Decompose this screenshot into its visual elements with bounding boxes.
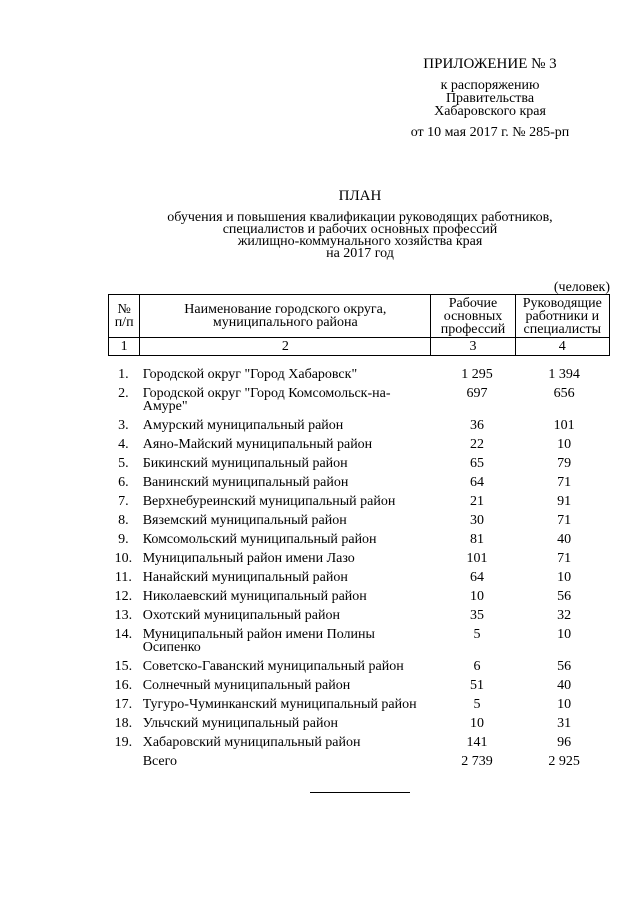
- row-name: Городской округ "Город Комсомольск-на-Амуре": [142, 386, 391, 414]
- row-number: 9.: [118, 532, 129, 547]
- table-row: [108, 533, 610, 552]
- row-workers: 36: [470, 418, 485, 433]
- table-row: [108, 590, 610, 609]
- row-number: [108, 755, 139, 774]
- row-number: 13.: [114, 608, 133, 623]
- header-index-4: 4: [515, 338, 609, 356]
- header-index-1: 1: [109, 338, 140, 356]
- row-name: Муниципальный район имени Полины Осипенко: [142, 627, 375, 655]
- row-workers: 101: [466, 551, 488, 566]
- row-number: 1.: [118, 367, 129, 382]
- appendix-date: от 10 мая 2017 г. № 285-рп: [410, 125, 570, 140]
- row-workers: 6: [473, 659, 481, 674]
- row-managers: 71: [557, 513, 572, 528]
- row-managers: 96: [557, 735, 572, 750]
- row-workers: 81: [470, 532, 485, 547]
- row-number: 14.: [114, 627, 133, 642]
- table-row: [108, 571, 610, 590]
- row-number: 10.: [114, 551, 133, 566]
- row-name: Ульчский муниципальный район: [142, 716, 338, 731]
- row-number: 18.: [114, 716, 133, 731]
- row-name: Охотский муниципальный район: [142, 608, 341, 623]
- table-row: [108, 679, 610, 698]
- table-row: [108, 419, 610, 438]
- appendix-block: [380, 58, 600, 139]
- row-managers: 40: [557, 532, 572, 547]
- row-name: Всего: [142, 754, 178, 769]
- appendix-line-2: Правительства: [445, 91, 535, 106]
- row-managers: 71: [557, 551, 572, 566]
- table-body: [108, 368, 610, 774]
- row-managers: 56: [557, 659, 572, 674]
- table-row: [108, 736, 610, 755]
- row-workers: 2 739: [461, 754, 493, 769]
- row-workers: 51: [470, 678, 485, 693]
- row-workers: 5: [473, 627, 481, 642]
- row-number: 4.: [118, 437, 129, 452]
- table-row: [108, 387, 610, 419]
- appendix-line-3: Хабаровского края: [434, 104, 546, 119]
- row-workers: 64: [470, 570, 485, 585]
- row-name: Тугуро-Чуминканский муниципальный район: [142, 697, 417, 712]
- row-managers: 1 394: [548, 367, 580, 382]
- table-row: [108, 495, 610, 514]
- appendix-title: ПРИЛОЖЕНИЕ № 3: [423, 56, 557, 72]
- row-managers: 56: [557, 589, 572, 604]
- table-row: [108, 717, 610, 736]
- row-workers: 21: [470, 494, 485, 509]
- table-row: [108, 698, 610, 717]
- table-row: [108, 552, 610, 571]
- plan-heading: [110, 190, 610, 260]
- row-managers: 2 925: [548, 754, 580, 769]
- table-row: [108, 476, 610, 495]
- row-name: Советско-Гаванский муниципальный район: [142, 659, 404, 674]
- row-workers: 1 295: [461, 367, 493, 382]
- row-workers: 65: [470, 456, 485, 471]
- row-managers: 10: [557, 570, 572, 585]
- table-row: [108, 755, 610, 774]
- row-number: 16.: [114, 678, 133, 693]
- row-number: 5.: [118, 456, 129, 471]
- row-number: 3.: [118, 418, 129, 433]
- row-name: Амурский муниципальный район: [142, 418, 344, 433]
- row-name: Комсомольский муниципальный район: [142, 532, 377, 547]
- row-name: Солнечный муниципальный район: [142, 678, 351, 693]
- row-managers: 32: [557, 608, 572, 623]
- row-managers: 10: [557, 437, 572, 452]
- row-workers: 22: [470, 437, 485, 452]
- table-row: [108, 368, 610, 387]
- row-workers: 64: [470, 475, 485, 490]
- row-workers: 30: [470, 513, 485, 528]
- row-workers: 35: [470, 608, 485, 623]
- row-workers: 10: [470, 716, 485, 731]
- row-managers: 10: [557, 697, 572, 712]
- appendix-line-1: к распоряжению: [440, 78, 540, 93]
- plan-line-3: жилищно-коммунального хозяйства края: [237, 234, 483, 249]
- header-index-2: 2: [140, 338, 431, 356]
- unit-label: (человек): [553, 280, 610, 295]
- row-number: 19.: [114, 735, 133, 750]
- row-number: 12.: [114, 589, 133, 604]
- footer-divider: [310, 792, 410, 793]
- row-name: Муниципальный район имени Лазо: [142, 551, 355, 566]
- row-managers: 79: [557, 456, 572, 471]
- row-managers: 31: [557, 716, 572, 731]
- row-name: Хабаровский муниципальный район: [142, 735, 361, 750]
- row-workers: 5: [473, 697, 481, 712]
- table-row: [108, 609, 610, 628]
- table-header: [108, 294, 610, 356]
- header-managers: Руководящие работники и специалисты: [515, 295, 609, 338]
- row-workers: 141: [466, 735, 488, 750]
- row-managers: 101: [553, 418, 575, 433]
- table-row: [108, 514, 610, 533]
- plan-line-2: специалистов и рабочих основных профессий: [222, 222, 498, 237]
- table-row: [108, 438, 610, 457]
- row-number: 8.: [118, 513, 129, 528]
- row-number: 7.: [118, 494, 129, 509]
- header-workers: Рабочие основных профессий: [431, 295, 515, 338]
- row-managers: 10: [557, 627, 572, 642]
- row-name: Нанайский муниципальный район: [142, 570, 348, 585]
- row-name: Верхнебуреинский муниципальный район: [142, 494, 396, 509]
- row-managers: 656: [553, 386, 575, 401]
- plan-line-1: обучения и повышения квалификации руководящих работников,: [167, 210, 553, 225]
- table-row: [108, 660, 610, 679]
- row-managers: 91: [557, 494, 572, 509]
- row-workers: 697: [466, 386, 488, 401]
- row-number: 11.: [114, 570, 132, 585]
- header-index-3: 3: [431, 338, 515, 356]
- row-managers: 40: [557, 678, 572, 693]
- table-row: [108, 457, 610, 476]
- plan-line-4: на 2017 год: [326, 246, 394, 261]
- row-workers: 10: [470, 589, 485, 604]
- row-name: Городской округ "Город Хабаровск": [142, 367, 358, 382]
- plan-title: ПЛАН: [338, 188, 382, 204]
- row-name: Бикинский муниципальный район: [142, 456, 348, 471]
- row-managers: 71: [557, 475, 572, 490]
- row-number: 2.: [118, 386, 129, 401]
- row-name: Аяно-Майский муниципальный район: [142, 437, 373, 452]
- row-number: 17.: [114, 697, 133, 712]
- row-name: Вяземский муниципальный район: [142, 513, 347, 528]
- header-name: Наименование городского округа, муниципального района: [140, 295, 431, 338]
- header-num: № п/п: [109, 295, 140, 338]
- row-number: 15.: [114, 659, 133, 674]
- row-name: Ванинский муниципальный район: [142, 475, 349, 490]
- row-name: Николаевский муниципальный район: [142, 589, 367, 604]
- row-number: 6.: [118, 475, 129, 490]
- table-row: [108, 628, 610, 660]
